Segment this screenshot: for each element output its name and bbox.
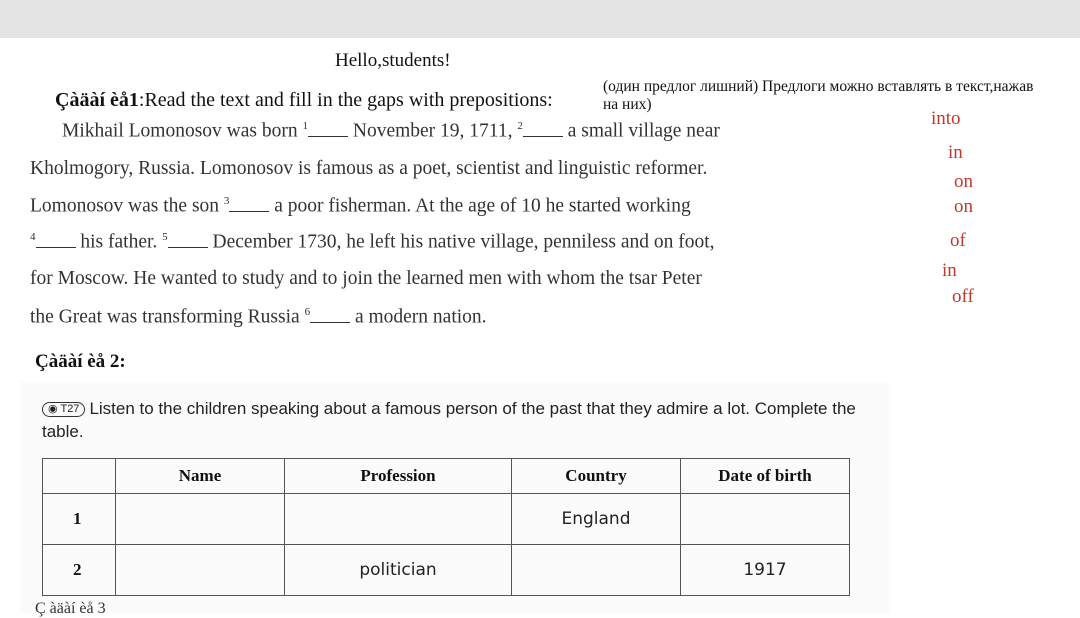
- gap-6[interactable]: [310, 308, 350, 323]
- table-header-row: [43, 459, 850, 494]
- task1-instruction: :Read the text and fill in the gaps with prepositions:: [138, 89, 553, 111]
- cell-country: [512, 545, 681, 596]
- cell-profession: politician: [285, 545, 512, 596]
- task3-title-cutoff: Ç àäàí èå 3: [35, 600, 106, 617]
- passage-line-1: Mikhail Lomonosov was born $^1$ November 19, 1711, $^2$ a small village near: [62, 120, 720, 142]
- preposition-on[interactable]: on: [954, 171, 973, 192]
- gap-2-number: 2: [517, 120, 523, 132]
- gap-4-number: 4: [30, 231, 36, 243]
- task1-title: [55, 89, 553, 112]
- cell-name: [116, 494, 285, 545]
- header-date-of-birth: Date of birth: [681, 459, 850, 494]
- passage-line-5: for Moscow. He wanted to study and to join the learned men with whom the tsar Peter: [30, 268, 702, 289]
- task2-title: Çàäàí èå 2:: [35, 351, 126, 372]
- answer-table: [42, 458, 850, 596]
- passage-line-2: Kholmogory, Russia. Lomonosov is famous as a poet, scientist and linguistic reformer.: [30, 158, 708, 179]
- task1-hint: (один предлог лишний) Предлоги можно вставлять в текст,нажав на них): [603, 78, 1034, 113]
- greeting: Hello,students!: [335, 50, 451, 71]
- passage-line-6: the Great was transforming Russia $^6$ a modern nation.: [30, 306, 487, 328]
- gap-5-number: 5: [162, 231, 168, 243]
- gap-1[interactable]: [308, 122, 348, 137]
- task2-instruction: ◉ T27 Listen to the children speaking about a famous person of the past that they admire a lot. Complete the table.: [42, 399, 856, 441]
- preposition-in[interactable]: in: [942, 260, 957, 281]
- top-bar: [0, 0, 1080, 38]
- gap-3-number: 3: [223, 195, 230, 207]
- preposition-into[interactable]: into: [931, 108, 961, 129]
- cell-name: [116, 545, 285, 596]
- header-number: [43, 459, 116, 494]
- row-number: 1: [43, 494, 116, 545]
- passage-line-4: $^4$ his father. $^5$ December 1730, he left his native village, penniless and on foot,: [30, 231, 715, 253]
- gap-4[interactable]: [36, 233, 76, 248]
- row-number: 2: [43, 545, 116, 596]
- disc-icon: ◉: [48, 403, 58, 415]
- gap-1-number: 1: [302, 120, 308, 132]
- gap-6-number: 6: [304, 306, 311, 318]
- task1-label: Çàäàí èå1: [55, 89, 139, 111]
- cell-profession: [285, 494, 512, 545]
- preposition-on[interactable]: on: [954, 196, 973, 217]
- audio-track-badge[interactable]: ◉ T27: [42, 402, 85, 417]
- cell-country: England: [512, 494, 681, 545]
- gap-5[interactable]: [168, 233, 208, 248]
- preposition-in[interactable]: in: [948, 142, 963, 163]
- header-name: Name: [116, 459, 285, 494]
- header-profession: Profession: [285, 459, 512, 494]
- preposition-off[interactable]: off: [952, 286, 974, 307]
- cell-date-of-birth: 1917: [681, 545, 850, 596]
- gap-3[interactable]: [229, 197, 269, 212]
- passage-line-3: Lomonosov was the son $^3$ a poor fisherman. At the age of 10 he started working: [30, 195, 691, 217]
- preposition-of[interactable]: of: [950, 230, 966, 251]
- header-country: Country: [512, 459, 681, 494]
- gap-2[interactable]: [523, 122, 563, 137]
- table-row: [43, 545, 850, 596]
- cell-date-of-birth: [681, 494, 850, 545]
- table-row: [43, 494, 850, 545]
